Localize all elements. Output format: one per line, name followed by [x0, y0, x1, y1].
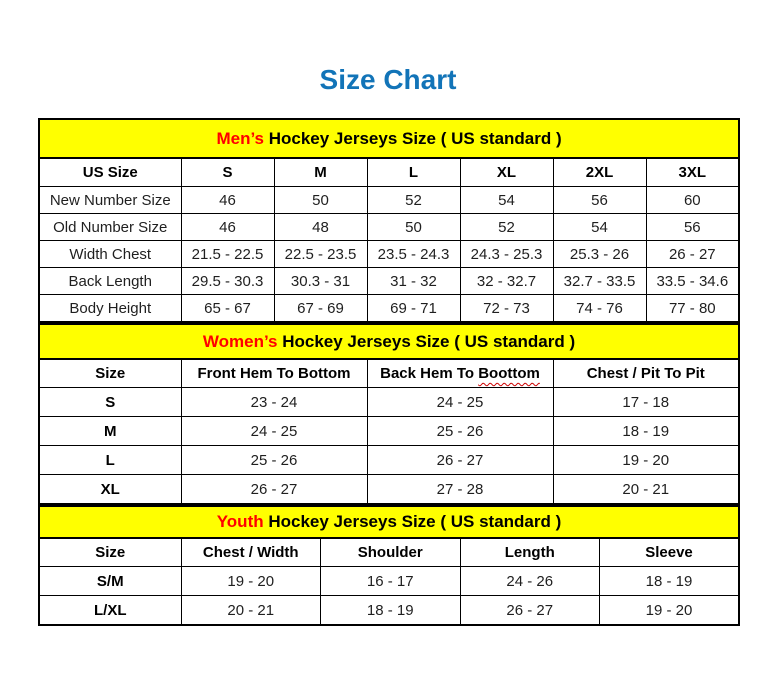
value-cell: 54	[460, 187, 553, 214]
band-accent-text: Women’s	[202, 331, 278, 351]
value-cell: 24 - 26	[460, 567, 600, 596]
value-cell: 18 - 19	[600, 567, 740, 596]
mens-col-header-2: M	[274, 158, 367, 187]
mens-col-header-6: 3XL	[646, 158, 739, 187]
womens-band-row	[39, 324, 739, 359]
value-cell: 18 - 19	[321, 596, 461, 626]
row-label: Back Length	[39, 268, 181, 295]
band-accent-text: Youth	[216, 512, 264, 531]
value-cell: 26 - 27	[367, 446, 553, 475]
mens-band-title	[39, 119, 739, 158]
row-label: Body Height	[39, 295, 181, 323]
table-row	[39, 446, 739, 475]
table-row	[39, 214, 739, 241]
table-row	[39, 475, 739, 505]
value-cell: 24.3 - 25.3	[460, 241, 553, 268]
value-cell: 26 - 27	[646, 241, 739, 268]
row-label: Old Number Size	[39, 214, 181, 241]
table-row	[39, 241, 739, 268]
womens-size-table	[38, 323, 740, 505]
value-cell: 33.5 - 34.6	[646, 268, 739, 295]
womens-col-header-3: Chest / Pit To Pit	[553, 359, 739, 388]
value-cell: 77 - 80	[646, 295, 739, 323]
youth-header-row	[39, 538, 739, 567]
value-cell: 19 - 20	[181, 567, 321, 596]
table-row	[39, 596, 739, 626]
mens-col-header-3: L	[367, 158, 460, 187]
womens-col-header-1: Front Hem To Bottom	[181, 359, 367, 388]
mens-col-header-0: US Size	[39, 158, 181, 187]
value-cell: 32 - 32.7	[460, 268, 553, 295]
value-cell: 17 - 18	[553, 388, 739, 417]
table-row	[39, 295, 739, 323]
mens-col-header-5: 2XL	[553, 158, 646, 187]
value-cell: 16 - 17	[321, 567, 461, 596]
value-cell: 32.7 - 33.5	[553, 268, 646, 295]
misspelled-word: Boottom	[478, 365, 540, 382]
value-cell: 69 - 71	[367, 295, 460, 323]
mens-col-header-4: XL	[460, 158, 553, 187]
youth-col-header-4: Sleeve	[600, 538, 740, 567]
band-rest-text: Hockey Jerseys Size ( US standard )	[264, 128, 562, 148]
womens-col-header-0: Size	[39, 359, 181, 388]
value-cell: 65 - 67	[181, 295, 274, 323]
youth-band-title	[39, 506, 739, 538]
table-row	[39, 567, 739, 596]
value-cell: 25.3 - 26	[553, 241, 646, 268]
row-label: L	[39, 446, 181, 475]
youth-band-row	[39, 506, 739, 538]
value-cell: 30.3 - 31	[274, 268, 367, 295]
value-cell: 56	[646, 214, 739, 241]
womens-col-header-2: Back Hem To Boottom	[367, 359, 553, 388]
value-cell: 46	[181, 187, 274, 214]
value-cell: 22.5 - 23.5	[274, 241, 367, 268]
value-cell: 48	[274, 214, 367, 241]
value-cell: 52	[367, 187, 460, 214]
mens-band-row	[39, 119, 739, 158]
youth-size-table	[38, 505, 740, 626]
row-label: S/M	[39, 567, 181, 596]
value-cell: 24 - 25	[367, 388, 553, 417]
value-cell: 27 - 28	[367, 475, 553, 505]
value-cell: 26 - 27	[460, 596, 600, 626]
mens-size-table	[38, 118, 740, 323]
youth-col-header-3: Length	[460, 538, 600, 567]
value-cell: 20 - 21	[181, 596, 321, 626]
value-cell: 23.5 - 24.3	[367, 241, 460, 268]
value-cell: 26 - 27	[181, 475, 367, 505]
value-cell: 46	[181, 214, 274, 241]
band-rest-text: Hockey Jerseys Size ( US standard )	[263, 512, 562, 531]
value-cell: 52	[460, 214, 553, 241]
value-cell: 74 - 76	[553, 295, 646, 323]
value-cell: 21.5 - 22.5	[181, 241, 274, 268]
value-cell: 31 - 32	[367, 268, 460, 295]
youth-col-header-0: Size	[39, 538, 181, 567]
value-cell: 72 - 73	[460, 295, 553, 323]
band-accent-text: Men’s	[216, 128, 264, 148]
mens-header-row	[39, 158, 739, 187]
womens-band-title	[39, 324, 739, 359]
value-cell: 29.5 - 30.3	[181, 268, 274, 295]
value-cell: 24 - 25	[181, 417, 367, 446]
band-rest-text: Hockey Jerseys Size ( US standard )	[277, 331, 576, 351]
table-row	[39, 268, 739, 295]
value-cell: 18 - 19	[553, 417, 739, 446]
row-label: L/XL	[39, 596, 181, 626]
value-cell: 54	[553, 214, 646, 241]
youth-col-header-2: Shoulder	[321, 538, 461, 567]
row-label: New Number Size	[39, 187, 181, 214]
mens-col-header-1: S	[181, 158, 274, 187]
value-cell: 56	[553, 187, 646, 214]
value-cell: 50	[274, 187, 367, 214]
row-label: Width Chest	[39, 241, 181, 268]
value-cell: 19 - 20	[600, 596, 740, 626]
page-title: Size Chart	[319, 64, 457, 95]
womens-header-row	[39, 359, 739, 388]
value-cell: 50	[367, 214, 460, 241]
value-cell: 23 - 24	[181, 388, 367, 417]
row-label: M	[39, 417, 181, 446]
size-chart-tables	[38, 118, 738, 626]
youth-col-header-1: Chest / Width	[181, 538, 321, 567]
value-cell: 19 - 20	[553, 446, 739, 475]
value-cell: 20 - 21	[553, 475, 739, 505]
table-row	[39, 417, 739, 446]
row-label: S	[39, 388, 181, 417]
value-cell: 67 - 69	[274, 295, 367, 323]
table-row	[39, 388, 739, 417]
row-label: XL	[39, 475, 181, 505]
table-row	[39, 187, 739, 214]
value-cell: 25 - 26	[181, 446, 367, 475]
value-cell: 60	[646, 187, 739, 214]
value-cell: 25 - 26	[367, 417, 553, 446]
